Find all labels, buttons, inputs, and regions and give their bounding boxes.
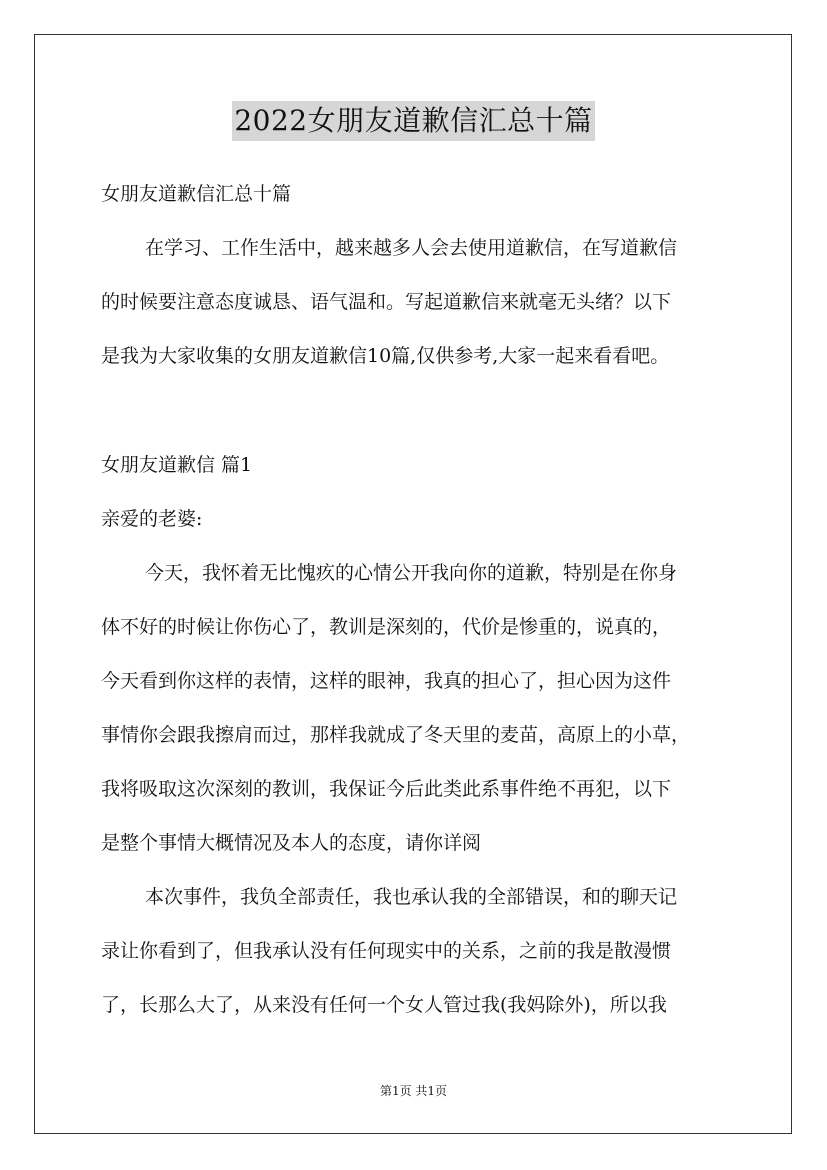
title-container	[0, 101, 827, 141]
paragraph-line: 我将吸取这次深刻的教训，我保证今后此类此系事件绝不再犯，以下	[101, 778, 672, 800]
document-subtitle: 女朋友道歉信汇总十篇	[101, 183, 292, 205]
paragraph-line: 事情你会跟我擦肩而过，那样我就成了冬天里的麦苗，高原上的小草，	[101, 724, 691, 746]
paragraph-line: 录让你看到了，但我承认没有任何现实中的关系，之前的我是散漫惯	[101, 940, 672, 962]
paragraph-line: 今天看到你这样的表情，这样的眼神，我真的担心了，担心因为这件	[101, 670, 672, 692]
salutation: 亲爱的老婆:	[101, 508, 203, 530]
section-heading: 女朋友道歉信 篇1	[101, 454, 253, 476]
intro-line: 在学习、工作生活中，越来越多人会去使用道歉信，在写道歉信	[145, 237, 678, 259]
paragraph-line: 今天，我怀着无比愧疚的心情公开我向你的道歉，特别是在你身	[145, 562, 678, 584]
page-footer: 第1页 共1页	[379, 1084, 448, 1098]
intro-line: 的时候要注意态度诚恳、语气温和。写起道歉信来就毫无头绪？以下	[101, 291, 672, 313]
paragraph-line: 体不好的时候让你伤心了，教训是深刻的，代价是惨重的，说真的，	[101, 616, 672, 638]
paragraph-line: 本次事件，我负全部责任，我也承认我的全部错误，和的聊天记	[145, 886, 678, 908]
intro-line: 是我为大家收集的女朋友道歉信10篇,仅供参考,大家一起来看看吧。	[101, 345, 670, 367]
paragraph-line: 是整个事情大概情况及本人的态度，请你详阅	[101, 832, 482, 854]
document-title: 2022女朋友道歉信汇总十篇	[232, 101, 594, 141]
paragraph-line: 了，长那么大了，从来没有任何一个女人管过我(我妈除外)，所以我	[101, 994, 667, 1016]
